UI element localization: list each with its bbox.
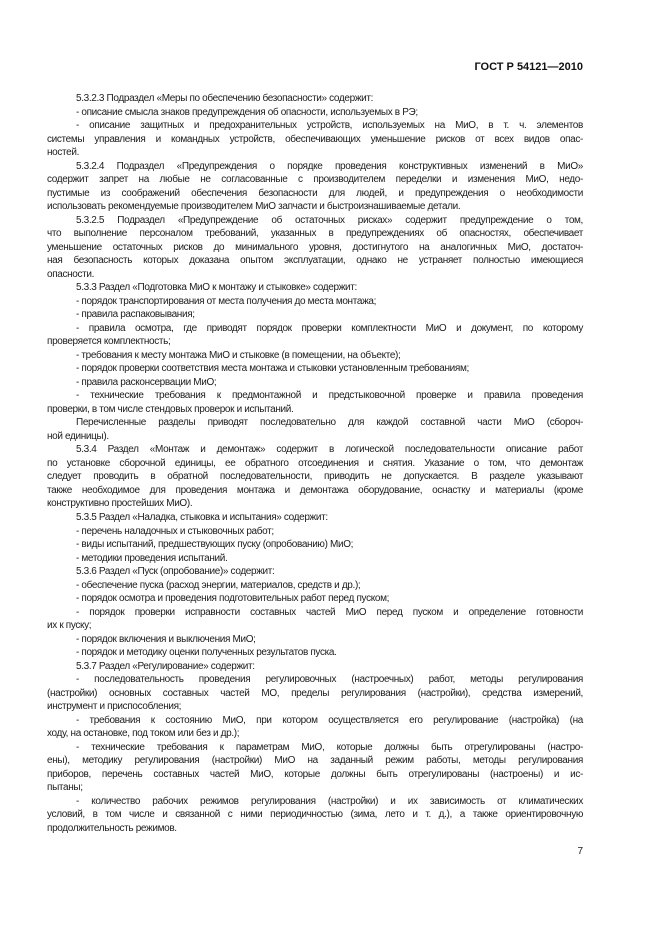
text-line: ной единицы). <box>47 430 109 442</box>
text-line: что выполнение персоналом требований, указанных в предупреждениях об опасностях, обеспечивает <box>47 228 583 240</box>
text-line: - порядок включения и выключения МиО; <box>76 633 256 645</box>
text-line: - методики проведения испытаний. <box>76 552 228 564</box>
text-line: - порядок осмотра и проведения подготовительных работ перед пуском; <box>76 593 390 605</box>
text-line: - порядок транспортирования от места получения до места монтажа; <box>76 295 377 307</box>
list-item <box>47 376 583 390</box>
clause-5-3-3 <box>47 281 583 295</box>
text-line: - количество рабочих режимов регулирования (настройки) и их зависимость от климатических <box>76 795 583 807</box>
list-item <box>47 741 583 795</box>
text-line: 5.3.2.4 Подраздел «Предупреждения о порядке проведения конструктивных изменений в МиО» <box>76 160 583 172</box>
text-line: Перечисленные разделы приводят последовательно для каждой составной части МиО (сбороч- <box>76 417 583 429</box>
text-line: их к пуску; <box>47 620 92 632</box>
text-line: - описание защитных и предохранительных устройств, используемых на МиО, в т. ч. элементов <box>76 120 583 132</box>
text-line: также необходимое для проведения монтажа и демонтажа оборудование, оснастку и материалы (кроме <box>47 484 583 496</box>
text-line: использовать рекомендуемые производителем МиО запчасти и быстроизнашиваемые детали. <box>47 201 461 213</box>
text-line: - порядок и методику оценки полученных результатов пуска. <box>76 647 337 659</box>
text-line: - правила расконсервации МиО; <box>76 376 217 388</box>
list-item <box>47 579 583 593</box>
text-line: - требования к месту монтажа МиО и стыковке (в помещении, на объекте); <box>76 349 401 361</box>
text-line: ены), методику регулирования (настройки) МиО на заданный режим работы, методы регулирования <box>47 755 583 767</box>
clause-5-3-5 <box>47 511 583 525</box>
clause-5-3-2-4 <box>47 160 583 214</box>
list-item <box>47 714 583 741</box>
clause-5-3-7 <box>47 660 583 674</box>
list-item <box>47 106 583 120</box>
document-code: ГОСТ Р 54121—2010 <box>474 61 583 73</box>
text-line: - правила осмотра, где приводят порядок проверки комплектности МиО и документ, по которому <box>76 322 583 334</box>
text-line: 5.3.7 Раздел «Регулирование» содержит: <box>76 660 255 672</box>
list-item <box>47 389 583 416</box>
text-line: 5.3.5 Раздел «Наладка, стыковка и испытания» содержит: <box>76 511 328 523</box>
clause-5-3-2-5 <box>47 214 583 282</box>
text-line: инструмент и приспособления; <box>47 701 182 713</box>
list-item <box>47 606 583 633</box>
clause-5-3-4 <box>47 443 583 511</box>
text-line: - порядок проверки соответствия места монтажа и стыковки установленным требованиям; <box>76 363 469 375</box>
list-item <box>47 525 583 539</box>
text-line: - виды испытаний, предшествующих пуску (опробованию) МиО; <box>76 539 354 551</box>
text-line: уменьшение остаточных рисков до минимального уровня, достигнутого на аналогичных МиО, достаточ- <box>47 241 583 253</box>
page-body <box>47 92 583 835</box>
text-line: (настройки) основных составных частей МО, пределы регулирования (настройки), средства измерений, <box>47 687 583 699</box>
text-line: ностей. <box>47 147 80 159</box>
list-item <box>47 308 583 322</box>
page-number: 7 <box>577 846 583 857</box>
text-line: - перечень наладочных и стыковочных работ; <box>76 525 274 537</box>
list-item <box>47 795 583 836</box>
text-line: проверки, в том числе стендовых проверок и испытаний. <box>47 403 294 415</box>
text-line: - обеспечение пуска (расход энергии, материалов, средств и др.); <box>76 579 361 591</box>
text-line: ная безопасность которых доказана опытом эксплуатации, однако не устраняет полностью имеющиеся <box>47 255 583 267</box>
text-line: - порядок проверки исправности составных частей МиО перед пуском и определение готовности <box>76 606 583 618</box>
text-line: пытаны; <box>47 782 83 794</box>
text-line: условий, в том числе и связанной с ними периодичностью (зима, лето и т. д.), а также ориентировочную <box>47 809 583 821</box>
text-line: - требования к состоянию МиО, при котором осуществляется его регулирование (настройка) (на <box>76 714 583 726</box>
text-line: 5.3.2.5 Подраздел «Предупреждение об остаточных рисках» содержит предупреждение о том, <box>76 214 583 226</box>
text-line: конструктивно простейших МиО). <box>47 498 193 510</box>
text-line: приборов, перечень составных частей МиО, которые должны быть отрегулированы (настроены) и ис- <box>47 768 583 780</box>
text-line: - правила распаковывания; <box>76 309 195 321</box>
text-line: 5.3.3 Раздел «Подготовка МиО к монтажу и стыковке» содержит: <box>76 282 357 294</box>
list-item <box>47 592 583 606</box>
list-item <box>47 362 583 376</box>
text-line: продолжительность режимов. <box>47 822 177 834</box>
text-line: 5.3.2.3 Подраздел «Меры по обеспечению безопасности» содержит: <box>76 93 374 104</box>
text-line: опасности. <box>47 268 95 280</box>
list-item <box>47 646 583 660</box>
text-line: - последовательность проведения регулировочных (настроечных) работ, методы регулирования <box>76 674 583 686</box>
text-line: ходу, на остановке, под током или без и др.); <box>47 728 240 740</box>
list-item <box>47 119 583 160</box>
list-item <box>47 322 583 349</box>
text-line: - технические требования к предмонтажной и предстыковочной проверке и правила проведения <box>76 390 583 402</box>
paragraph <box>47 416 583 443</box>
text-line: 5.3.6 Раздел «Пуск (опробование)» содержит: <box>76 566 275 578</box>
text-line: 5.3.4 Раздел «Монтаж и демонтаж» содержит в логической последовательности описание работ <box>76 444 583 456</box>
text-line: по установке сборочной единицы, ее обратного отсоединения и снятия. Указание о том, что демонтаж <box>47 457 583 469</box>
list-item <box>47 633 583 647</box>
clause-5-3-6 <box>47 565 583 579</box>
text-line: следует проводить в обратной последовательности, приводить не допускается. В разделе указывают <box>47 471 583 483</box>
list-item <box>47 349 583 363</box>
list-item <box>47 538 583 552</box>
list-item <box>47 295 583 309</box>
text-line: системы управления и командных устройств, обеспечивающих уменьшение рисков от всех видов опас- <box>47 133 583 145</box>
list-item <box>47 673 583 714</box>
text-line: пустимые из соображений обеспечения безопасности для людей, и предупреждения о необходимости <box>47 187 583 199</box>
list-item <box>47 552 583 566</box>
text-line: - описание смысла знаков предупреждения об опасности, используемых в РЭ; <box>76 106 418 118</box>
text-line: проверяется комплектность; <box>47 336 171 348</box>
text-line: содержит запрет на любые не согласованные с производителем переделки и изменения МиО, недо- <box>47 174 583 186</box>
clause-5-3-2-3 <box>47 92 583 106</box>
text-line: - технические требования к параметрам МиО, которые должны быть отрегулированы (настро- <box>76 741 583 753</box>
